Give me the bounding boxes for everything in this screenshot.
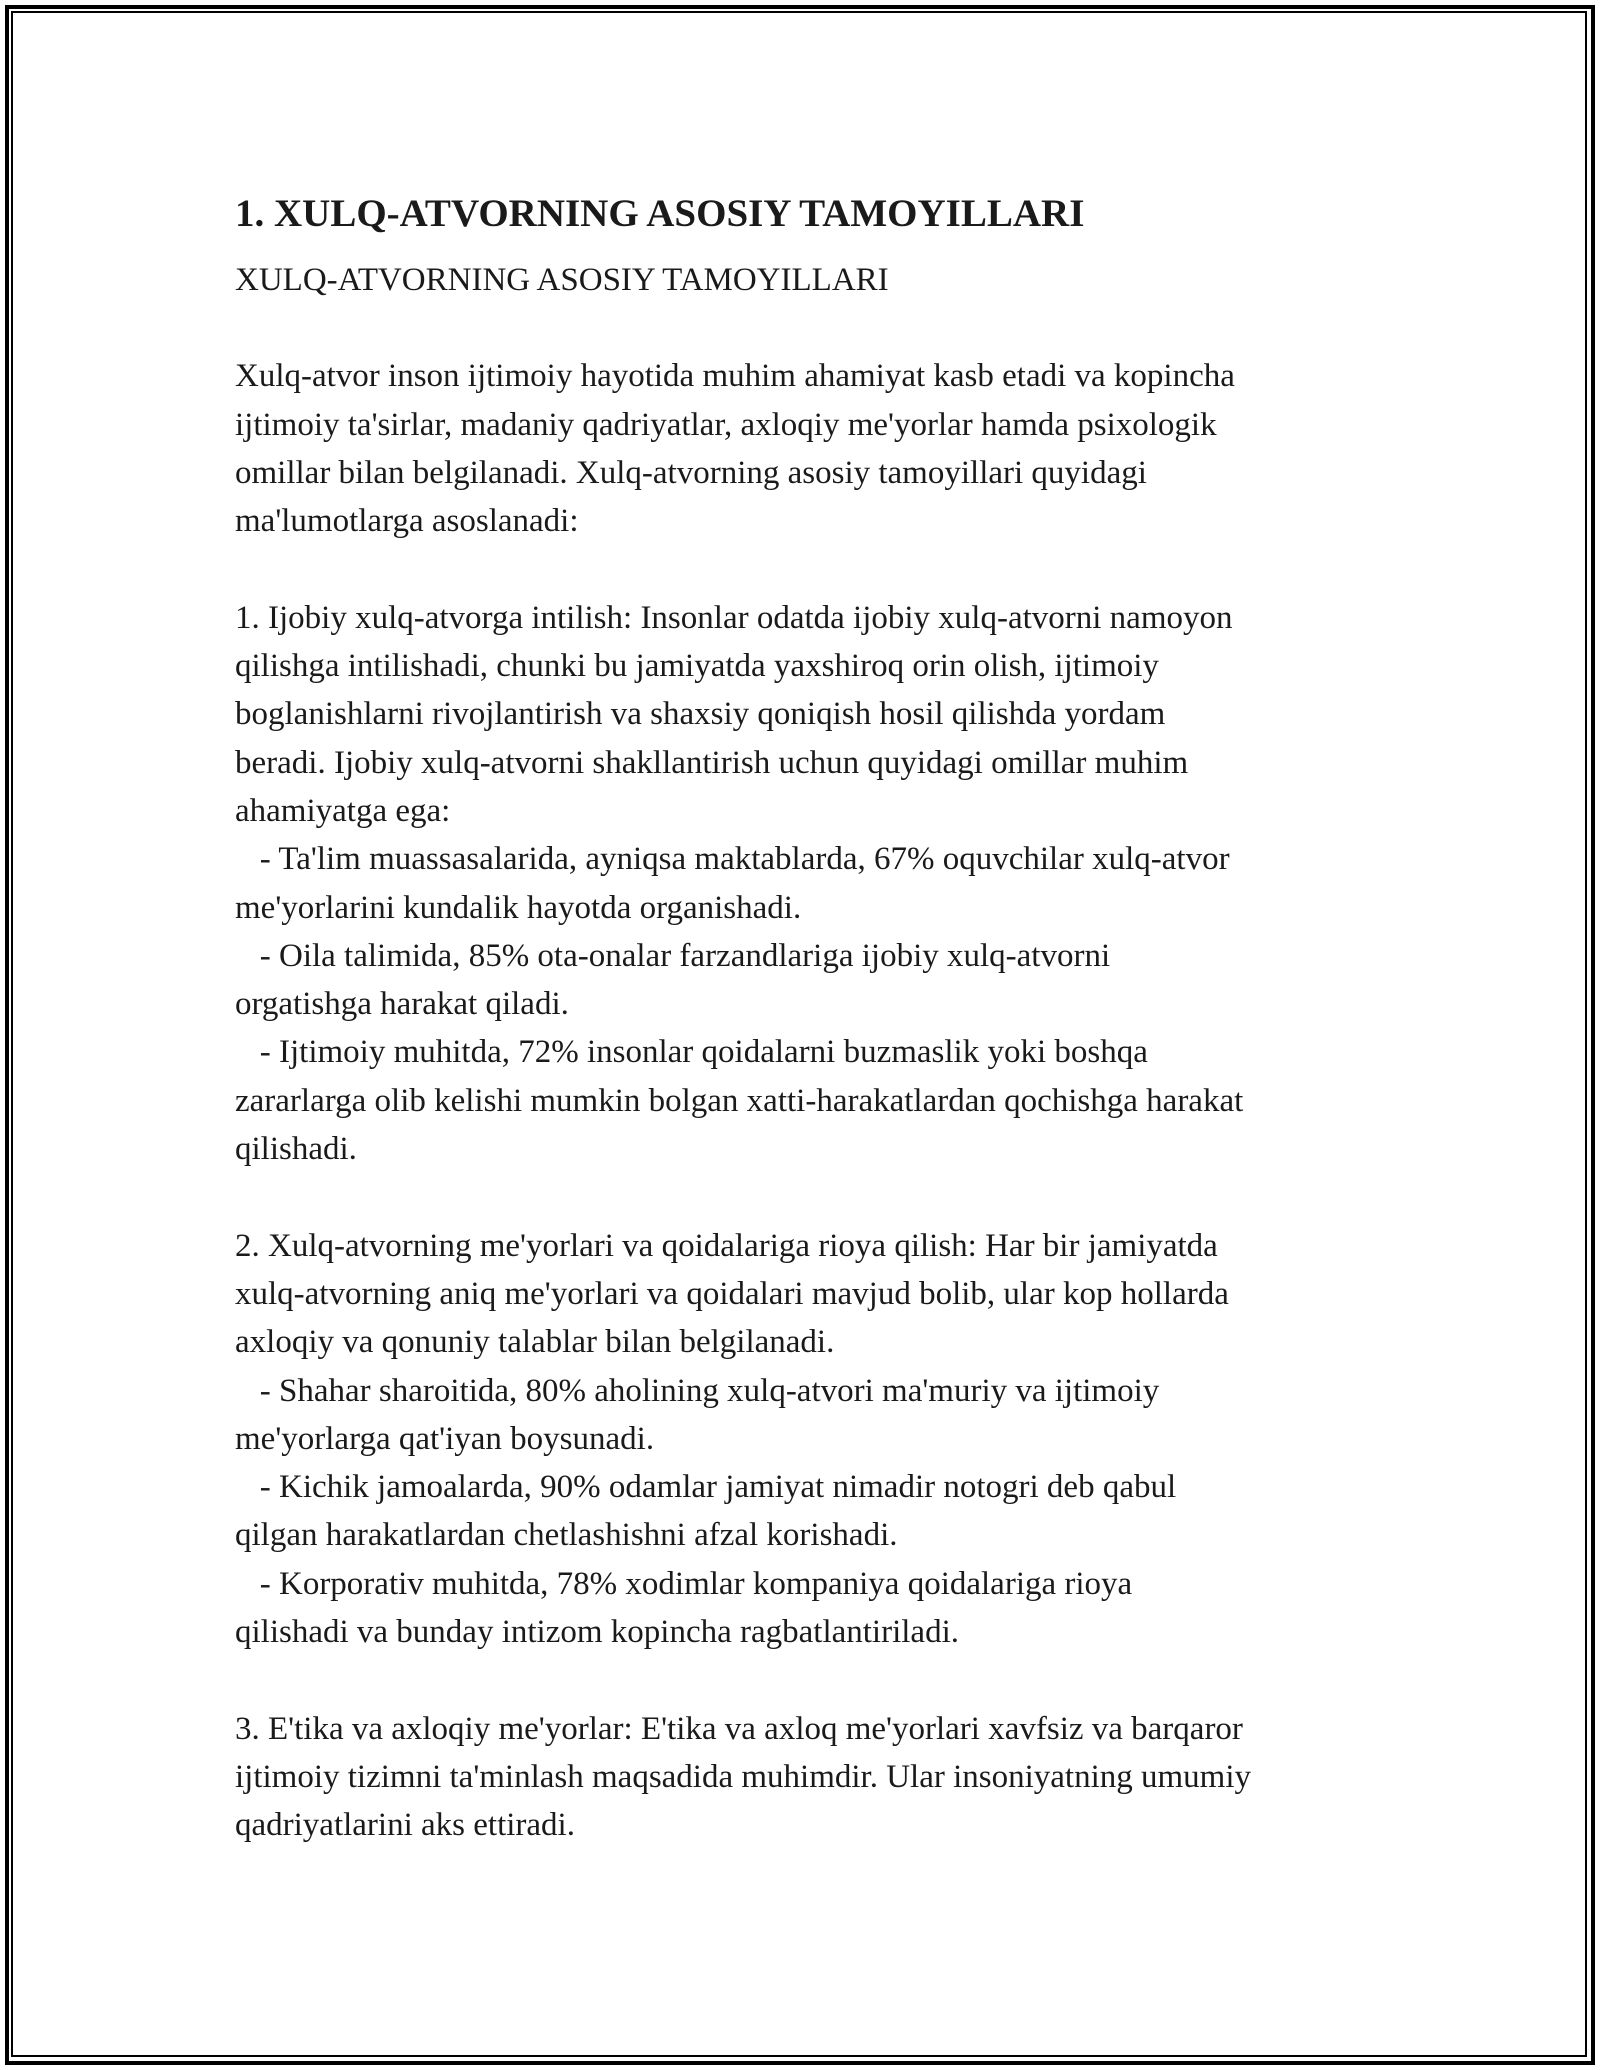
text-line: qilgan harakatlardan chetlashishni afzal korishadi.: [235, 1517, 898, 1554]
text-line: ijtimoiy tizimni ta'minlash maqsadida muhimdir. Ular insoniyatning umumiy: [235, 1758, 1252, 1795]
bullet-line: - Ta'lim muassasalarida, ayniqsa maktablarda, 67% oquvchilar xulq-atvor: [235, 841, 1230, 878]
text-line: me'yorlarga qat'iyan boysunadi.: [235, 1420, 655, 1457]
document-subtitle: XULQ-ATVORNING ASOSIY TAMOYILLARI: [235, 262, 889, 298]
text-line: orgatishga harakat qiladi.: [235, 986, 569, 1023]
text-line: beradi. Ijobiy xulq-atvorni shakllantirish uchun quyidagi omillar muhim: [235, 744, 1189, 781]
text-line: ma'lumotlarga asoslanadi:: [235, 503, 579, 540]
bullet-line: - Korporativ muhitda, 78% xodimlar kompaniya qoidalariga rioya: [235, 1565, 1133, 1602]
text-line: qilishadi va bunday intizom kopincha ragbatlantiriladi.: [235, 1614, 959, 1651]
document-body: [235, 186, 1395, 1850]
text-line: qilishadi.: [235, 1131, 357, 1168]
intro-paragraph: [235, 352, 1395, 545]
text-line: 1. Ijobiy xulq-atvorga intilish: Insonlar odatda ijobiy xulq-atvorni namoyon: [235, 599, 1233, 636]
paragraph-gap: [235, 545, 1395, 593]
text-line: zararlarga olib kelishi mumkin bolgan xatti-harakatlardan qochishga harakat: [235, 1082, 1244, 1119]
paragraph-gap: [235, 304, 1395, 352]
text-line: axloqiy va qonuniy talablar bilan belgilanadi.: [235, 1324, 835, 1361]
bullet-line: - Kichik jamoalarda, 90% odamlar jamiyat nimadir notogri deb qabul: [235, 1469, 1177, 1506]
text-line: omillar bilan belgilanadi. Xulq-atvorning asosiy tamoyillari quyidagi: [235, 454, 1147, 491]
text-line: 3. E'tika va axloqiy me'yorlar: E'tika va axloq me'yorlari xavfsiz va barqaror: [235, 1710, 1243, 1747]
text-line: ahamiyatga ega:: [235, 792, 451, 829]
bullet-line: - Shahar sharoitida, 80% aholining xulq-atvori ma'muriy va ijtimoiy: [235, 1372, 1160, 1409]
section-3-paragraph: [235, 1705, 1395, 1850]
text-line: ijtimoiy ta'sirlar, madaniy qadriyatlar, axloqiy me'yorlar hamda psixologik: [235, 406, 1217, 443]
text-line: xulq-atvorning aniq me'yorlari va qoidalari mavjud bolib, ular kop hollarda: [235, 1275, 1229, 1312]
document-title: 1. XULQ-ATVORNING ASOSIY TAMOYILLARI: [235, 192, 1085, 235]
paragraph-gap: [235, 1173, 1395, 1221]
text-line: Xulq-atvor inson ijtimoiy hayotida muhim ahamiyat kasb etadi va kopincha: [235, 358, 1235, 395]
section-1-paragraph: [235, 594, 1395, 1174]
text-line: qilishga intilishadi, chunki bu jamiyatda yaxshiroq orin olish, ijtimoiy: [235, 648, 1159, 685]
text-line: qadriyatlarini aks ettiradi.: [235, 1807, 575, 1844]
bullet-line: - Ijtimoiy muhitda, 72% insonlar qoidalarni buzmaslik yoki boshqa: [235, 1034, 1148, 1071]
text-line: 2. Xulq-atvorning me'yorlari va qoidalariga rioya qilish: Har bir jamiyatda: [235, 1227, 1218, 1264]
bullet-line: - Oila talimida, 85% ota-onalar farzandlariga ijobiy xulq-atvorni: [235, 937, 1111, 974]
text-line: boglanishlarni rivojlantirish va shaxsiy qoniqish hosil qilishda yordam: [235, 696, 1166, 733]
paragraph-gap: [235, 1656, 1395, 1704]
text-line: me'yorlarini kundalik hayotda organishadi.: [235, 889, 802, 926]
section-2-paragraph: [235, 1222, 1395, 1657]
